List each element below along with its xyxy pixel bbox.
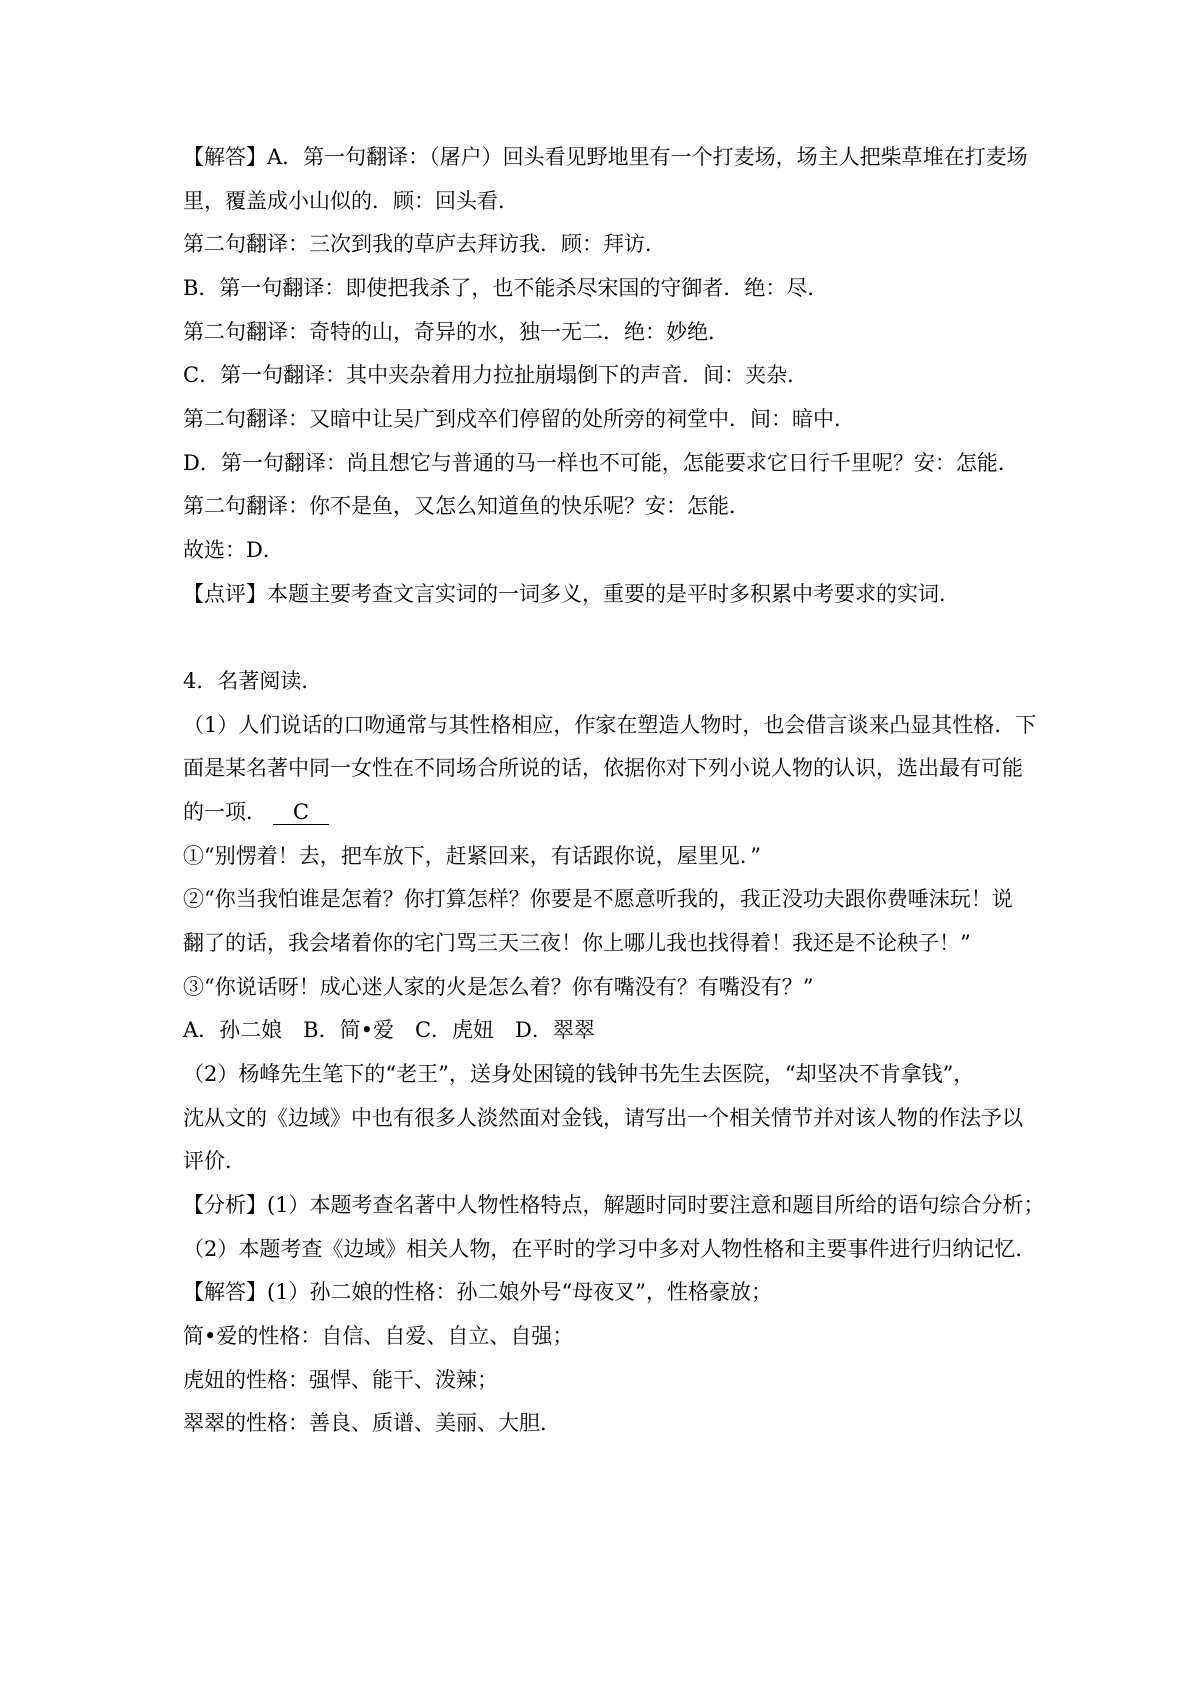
answer-line: B．第一句翻译：即使把我杀了，也不能杀尽宋国的守御者．绝：尽． xyxy=(183,276,829,300)
quote-line: 翻了的话，我会堵着你的宅门骂三天三夜！你上哪儿我也找得着！我还是不论秧子！” xyxy=(183,931,971,955)
question-text: （1）人们说话的口吻通常与其性格相应，作家在塑造人物时，也会借言谈来凸显其性格．下 xyxy=(183,713,1037,737)
analysis-line: （2）本题考查《边域》相关人物，在平时的学习中多对人物性格和主要事件进行归纳记忆． xyxy=(183,1237,1037,1261)
options-line: A．孙二娘 B．简•爱 C．虎妞 D．翠翠 xyxy=(183,1018,595,1042)
question-text: 沈从文的《边域》中也有很多人淡然面对金钱，请写出一个相关情节并对该人物的作法予以 xyxy=(183,1106,1023,1130)
answer-line: D．第一句翻译：尚且想它与普通的马一样也不可能，怎能要求它日行千里呢？安：怎能． xyxy=(183,451,1019,475)
answer-conclusion: 故选：D． xyxy=(183,538,284,562)
comment-line: 【点评】本题主要考查文言实词的一词多义，重要的是平时多积累中考要求的实词． xyxy=(183,582,960,606)
answer-line: 里，覆盖成小山似的．顾：回头看． xyxy=(183,189,519,213)
question-title: 4．名著阅读． xyxy=(183,669,323,693)
solution-line: 翠翠的性格：善良、质谱、美丽、大胆． xyxy=(183,1411,561,1435)
solution-line: 简•爱的性格：自信、自爱、自立、自强； xyxy=(183,1324,574,1348)
answer-line: C．第一句翻译：其中夹杂着用力拉扯崩塌倒下的声音．间：夹杂． xyxy=(183,363,809,387)
quote-line: ①“别愣着！去，把车放下，赶紧回来，有话跟你说，屋里见．” xyxy=(183,844,761,868)
question-text: 评价． xyxy=(183,1149,246,1173)
question-text: （2）杨峰先生笔下的“老王”，送身处困镜的钱钟书先生去医院，“却坚决不肯拿钱”， xyxy=(183,1062,975,1086)
answer-line: 第二句翻译：又暗中让吴广到戍卒们停留的处所旁的祠堂中．间：暗中． xyxy=(183,407,855,431)
question-text-ending: 的一项． xyxy=(183,800,267,824)
answer-line: 【解答】A．第一句翻译：（屠户）回头看见野地里有一个打麦场，场主人把柴草堆在打麦场 xyxy=(183,145,1028,169)
question-text: 面是某名著中同一女性在不同场合所说的话，依据你对下列小说人物的认识，选出最有可能 xyxy=(183,756,1023,780)
answer-line: 第二句翻译：奇特的山，奇异的水，独一无二．绝：妙绝． xyxy=(183,320,729,344)
analysis-line: 【分析】(1）本题考查名著中人物性格特点，解题时同时要注意和题目所给的语句综合分析； xyxy=(183,1193,1045,1217)
answer-blank: C xyxy=(273,800,329,825)
quote-line: ②“你当我怕谁是怎着？你打算怎样？你要是不愿意听我的，我正没功夫跟你费唾沫玩！说 xyxy=(183,887,1013,911)
answer-line: 第二句翻译：三次到我的草庐去拜访我．顾：拜访． xyxy=(183,232,666,256)
solution-line: 【解答】(1）孙二娘的性格：孙二娘外号“母夜叉”，性格豪放； xyxy=(183,1280,773,1304)
solution-line: 虎妞的性格：强悍、能干、泼辣； xyxy=(183,1368,498,1392)
answer-line: 第二句翻译：你不是鱼，又怎么知道鱼的快乐呢？安：怎能． xyxy=(183,494,750,518)
quote-line: ③“你说话呀！成心迷人家的火是怎么着？你有嘴没有？有嘴没有？” xyxy=(183,975,814,999)
question-text-last xyxy=(183,797,1043,827)
